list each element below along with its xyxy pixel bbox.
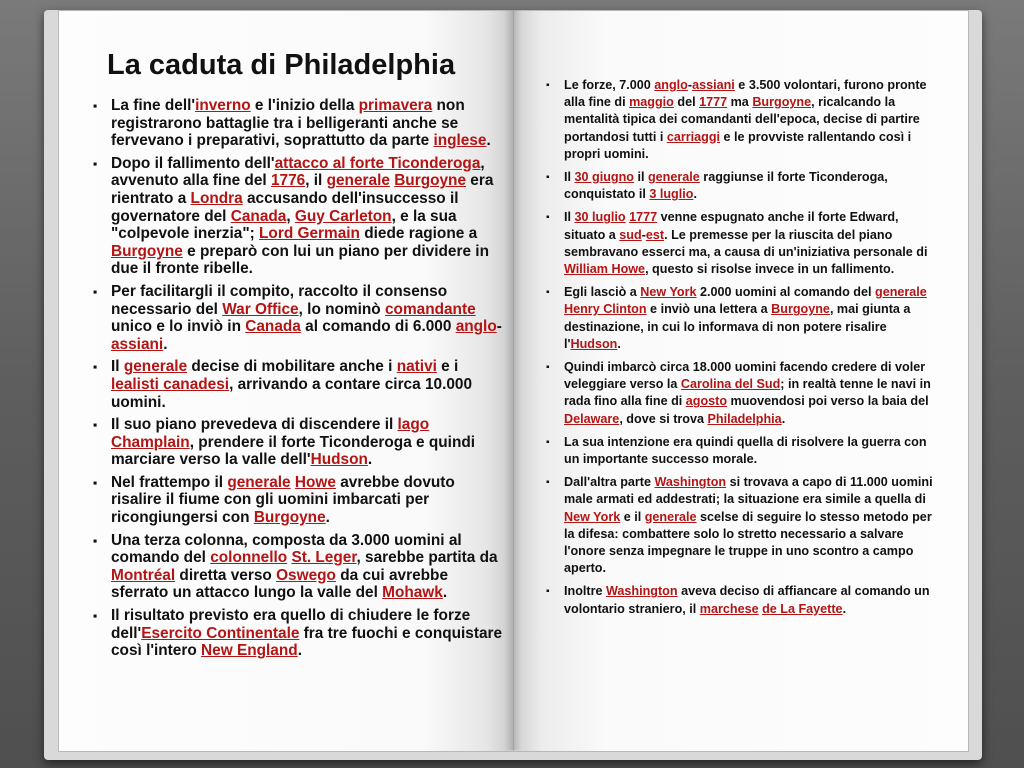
item-text: Per facilitargli il compito, raccolto il consenso necessario del — [111, 282, 448, 318]
item-text: , prendere il forte Ticonderoga e quindi marciare verso la valle dell' — [111, 433, 476, 469]
item-text: diretta verso — [175, 566, 277, 584]
item-text: . — [486, 132, 491, 150]
item-text: e i — [436, 358, 459, 376]
list-item — [544, 434, 938, 468]
square-bullet-icon: ▪ — [546, 362, 550, 374]
item-text: , — [286, 207, 295, 225]
item-text: , avvenuto alla fine del — [111, 154, 485, 190]
item-text: ma — [727, 95, 753, 110]
wiki-link[interactable]: New York — [640, 285, 697, 300]
item-text: Nel frattempo il — [111, 473, 228, 491]
item-text: , lo nominò — [298, 300, 385, 318]
item-text: aveva deciso di affiancare al comando un volontario straniero, il — [564, 584, 930, 616]
item-text: non registrarono battaglie tra i belligeranti anche se fervevano i preparativi, soprattutto da parte — [111, 97, 465, 150]
wiki-link[interactable]: Washington — [654, 475, 727, 490]
item-text: . — [781, 411, 786, 426]
wiki-link[interactable]: sud — [619, 227, 642, 242]
item-text: scelse di seguire lo stesso metodo per la difesa: combattere solo lo stretto necessario a salvare l'onore senza impegnare le truppe in uno scontro a campo aperto. — [564, 509, 932, 576]
item-text: Inoltre — [564, 584, 606, 599]
item-text: unico e lo inviò in — [111, 318, 246, 336]
item-text: era rientrato a — [111, 172, 494, 207]
wiki-link[interactable]: Hudson — [310, 451, 368, 469]
item-text: , questo si risolse invece in un fallimento. — [645, 262, 895, 277]
wiki-link[interactable]: generale — [875, 285, 927, 300]
item-text: La sua intenzione era quindi quella di risolvere la guerra con un importante successo morale. — [564, 434, 927, 467]
page-title: La caduta di Philadelphia — [107, 49, 456, 81]
wiki-link[interactable]: Burgoyne — [253, 509, 326, 527]
square-bullet-icon: ▪ — [546, 172, 550, 184]
item-text: Il suo piano prevedeva di discendere il — [111, 416, 398, 434]
item-text: . — [367, 451, 373, 469]
wiki-link[interactable]: Burgoyne — [394, 172, 467, 190]
square-bullet-icon: ▪ — [93, 475, 98, 490]
wiki-link[interactable]: agosto — [685, 394, 728, 409]
wiki-link[interactable]: 3 luglio — [649, 187, 694, 202]
list-item — [544, 209, 938, 278]
item-text: Il risultato previsto era quello di chiudere le forze dell' — [111, 607, 471, 642]
wiki-link[interactable]: Londra — [190, 189, 243, 207]
square-bullet-icon: ▪ — [93, 156, 98, 171]
book-spine — [504, 10, 522, 750]
wiki-link[interactable]: generale — [326, 172, 390, 190]
item-text: , dove si trova — [619, 411, 708, 426]
square-bullet-icon: ▪ — [546, 436, 550, 448]
item-text: , mai giunta a destinazione, in cui lo informava di non potere risalire l' — [564, 302, 911, 351]
wiki-link[interactable]: nativi — [396, 358, 437, 376]
wiki-link[interactable]: generale — [644, 509, 697, 524]
wiki-link[interactable]: Canada — [230, 207, 287, 225]
list-item — [93, 358, 505, 411]
list-item — [93, 155, 505, 278]
wiki-link[interactable]: 1777 — [699, 95, 728, 110]
wiki-link[interactable]: William Howe — [564, 262, 646, 277]
item-text: raggiunse il forte Ticonderoga, conquistato il — [564, 170, 888, 202]
right-bullet-list — [544, 77, 938, 624]
item-text: il — [633, 170, 648, 185]
item-text: . — [617, 336, 621, 351]
wiki-link[interactable]: Mohawk — [382, 584, 443, 602]
item-text: La fine dell' — [111, 97, 196, 114]
item-text: e inviò una lettera a — [646, 302, 772, 317]
wiki-link[interactable]: generale — [227, 473, 291, 491]
item-text: . — [297, 642, 302, 660]
item-text: Dopo il fallimento dell' — [111, 154, 275, 172]
item-text: , sarebbe partita da — [356, 549, 498, 567]
wiki-link[interactable]: assiani — [111, 335, 164, 353]
wiki-link[interactable]: Lord Germain — [259, 225, 360, 243]
square-bullet-icon: ▪ — [93, 99, 98, 113]
wiki-link[interactable]: Burgoyne — [752, 95, 812, 110]
list-item — [93, 97, 505, 150]
wiki-link[interactable]: War Office — [222, 300, 299, 318]
open-book — [44, 6, 982, 762]
wiki-link[interactable]: Montréal — [111, 566, 176, 584]
item-text: accusando dell'insuccesso il governatore del — [111, 189, 459, 225]
left-page — [58, 10, 515, 752]
square-bullet-icon: ▪ — [93, 533, 98, 548]
wiki-link[interactable]: 1776 — [270, 172, 306, 190]
item-text: Egli lasciò a — [564, 285, 641, 300]
item-text: fra tre fuochi e conquistare così l'intero — [111, 624, 503, 660]
wiki-link[interactable]: maggio — [629, 95, 674, 110]
item-text: - — [641, 227, 646, 242]
list-item — [93, 283, 505, 353]
wiki-link[interactable]: Canada — [245, 318, 301, 336]
item-text: si trovava a capo di 11.000 uomini male armati ed addestrati; la situazione era simile a quella di — [564, 475, 933, 507]
right-page — [513, 10, 969, 752]
wiki-link[interactable]: Guy Carleton — [294, 207, 392, 225]
wiki-link[interactable]: 30 luglio — [574, 210, 626, 225]
item-text: . Le premesse per la riuscita del piano sembravano esserci ma, a causa di un'iniziativa personale di — [564, 227, 928, 259]
wiki-link[interactable]: anglo — [455, 318, 497, 336]
item-text: 2.000 uomini al comando del — [696, 285, 875, 300]
wiki-link[interactable]: comandante — [384, 300, 476, 318]
wiki-link[interactable]: generale — [647, 170, 700, 185]
square-bullet-icon: ▪ — [93, 360, 98, 375]
list-item — [544, 284, 938, 353]
wiki-link[interactable]: Carolina del Sud — [680, 377, 781, 392]
list-item — [93, 532, 505, 602]
wiki-link[interactable]: lealisti canadesi — [111, 375, 230, 393]
list-item — [93, 416, 505, 469]
list-item — [544, 583, 938, 617]
wiki-link[interactable]: carriaggi — [666, 129, 721, 144]
item-text: decise di mobilitare anche i — [187, 358, 397, 376]
wiki-link[interactable]: inverno — [195, 97, 251, 114]
wiki-link[interactable]: 1777 — [629, 210, 658, 225]
wiki-link[interactable]: anglo — [654, 78, 688, 92]
square-bullet-icon: ▪ — [546, 80, 550, 91]
square-bullet-icon: ▪ — [93, 609, 98, 624]
item-text: , e la sua "colpevole inerzia"; — [111, 207, 457, 243]
item-text: avrebbe dovuto risalire il fiume con gli uomini imbarcati per ricongiungersi con — [111, 473, 455, 527]
wiki-link[interactable]: de La Fayette — [762, 601, 843, 616]
wiki-link[interactable]: Washington — [605, 584, 678, 599]
item-text: venne espugnato anche il forte Edward, situato a — [564, 210, 899, 242]
list-item — [544, 77, 938, 163]
wiki-link[interactable]: Hudson — [570, 336, 618, 351]
list-item — [544, 169, 938, 203]
item-text: Il — [111, 358, 124, 376]
square-bullet-icon: ▪ — [546, 287, 550, 299]
wiki-link[interactable]: Henry Clinton — [564, 302, 647, 317]
item-text: Dall'altra parte — [564, 475, 655, 490]
item-text: da cui avrebbe sferrato un attacco lungo la valle del — [111, 566, 449, 602]
wiki-link[interactable]: inglese — [433, 132, 487, 150]
item-text: e 3.500 volontari, furono pronte alla fine di — [564, 78, 927, 110]
wiki-link[interactable]: Esercito Continentale — [141, 624, 300, 642]
wiki-link[interactable]: generale — [123, 358, 188, 376]
square-bullet-icon: ▪ — [546, 212, 550, 224]
item-text: Il — [564, 170, 575, 185]
item-text: e preparò con lui un piano per dividere in due il fronte ribelle. — [111, 242, 489, 278]
list-item — [544, 359, 938, 428]
item-text: Il — [564, 210, 575, 225]
item-text: . — [163, 335, 168, 353]
wiki-link[interactable]: Delaware — [564, 411, 620, 426]
wiki-link[interactable]: St. Leger — [291, 549, 357, 567]
item-text: ; in realtà tenne le navi in rada fino alla fine di — [564, 377, 931, 409]
item-text: diede ragione a — [359, 225, 478, 243]
item-text: Quindi imbarcò circa 18.000 uomini facendo credere di voler veleggiare verso la — [564, 360, 926, 392]
item-text: , il — [305, 172, 327, 190]
wiki-link[interactable]: attacco al forte Ticonderoga — [274, 154, 481, 172]
square-bullet-icon: ▪ — [546, 477, 550, 489]
item-text: , arrivando a contare circa 10.000 uomini. — [111, 375, 473, 411]
item-text: , ricalcando la mentalità tipica dei comandanti dell'epoca, decise di partire portandosi tutti i — [564, 95, 920, 144]
wiki-link[interactable]: Oswego — [276, 566, 336, 584]
item-text: del — [673, 95, 700, 110]
item-text: Le forze, 7.000 — [564, 78, 655, 92]
wiki-link[interactable]: marchese — [699, 601, 759, 616]
wiki-link[interactable]: colonnello — [210, 549, 288, 567]
square-bullet-icon: ▪ — [546, 586, 550, 598]
item-text: e l'inizio della — [250, 97, 359, 114]
wiki-link[interactable]: Philadelphia — [707, 411, 782, 426]
item-text: - — [687, 78, 693, 92]
wiki-link[interactable]: assiani — [692, 78, 735, 92]
wiki-link[interactable]: primavera — [358, 97, 433, 114]
wiki-link[interactable]: Burgoyne — [771, 302, 830, 317]
wiki-link[interactable]: lago Champlain — [111, 416, 430, 451]
item-text: e le provviste rallentando così i propri uomini. — [564, 129, 912, 161]
item-text: . — [325, 509, 330, 527]
item-text: muovendosi poi verso la baia del — [727, 394, 929, 409]
item-text: - — [496, 318, 502, 336]
item-text: Una terza colonna, composta da 3.000 uomini al comando del — [111, 531, 462, 567]
list-item — [93, 607, 505, 660]
list-item — [544, 474, 938, 577]
item-text: al comando di 6.000 — [300, 318, 456, 336]
wiki-link[interactable]: 30 giugno — [574, 170, 634, 185]
item-text: . — [442, 584, 448, 602]
wiki-link[interactable]: New York — [564, 509, 621, 524]
square-bullet-icon: ▪ — [93, 284, 98, 299]
left-bullet-list — [93, 97, 505, 665]
item-text: . — [693, 187, 697, 202]
wiki-link[interactable]: est — [645, 227, 665, 242]
square-bullet-icon: ▪ — [93, 418, 98, 433]
list-item — [93, 474, 505, 527]
item-text: e il — [620, 509, 645, 524]
wiki-link[interactable]: Burgoyne — [111, 242, 183, 260]
wiki-link[interactable]: Howe — [294, 473, 336, 491]
item-text: . — [842, 601, 847, 616]
wiki-link[interactable]: New England — [201, 642, 298, 660]
